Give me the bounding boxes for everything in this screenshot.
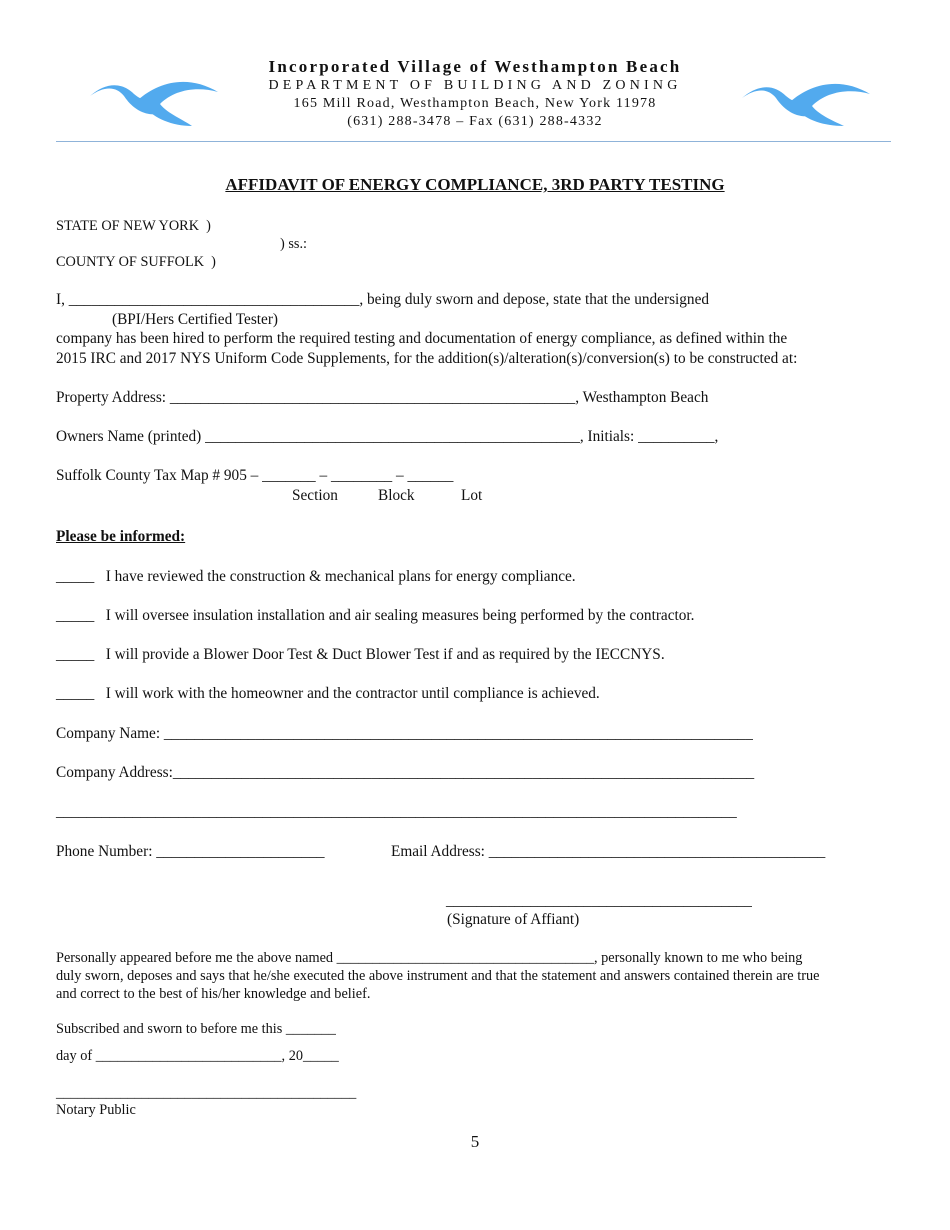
page-number: 5: [470, 1132, 480, 1151]
email-address-field[interactable]: Email Address: ____________________________________________: [391, 843, 826, 860]
phone-number-field[interactable]: Phone Number: ______________________: [56, 843, 325, 860]
header-dept: DEPARTMENT OF BUILDING AND ZONING: [268, 78, 682, 93]
notary-signature-line[interactable]: __________________________________________: [56, 1085, 357, 1101]
signature-line[interactable]: ________________________________________: [446, 892, 752, 909]
venue-county: COUNTY OF SUFFOLK ): [56, 254, 216, 270]
sworn-day-field[interactable]: day of __________________________, 20_____: [56, 1048, 339, 1064]
sworn-date-field[interactable]: Subscribed and sworn to before me this _______: [56, 1021, 336, 1037]
intro-line-2: company has been hired to perform the required testing and documentation of energy compliance, as defined within the: [56, 330, 788, 347]
informed-item[interactable]: _____ I have reviewed the construction & mechanical plans for energy compliance.: [56, 568, 576, 585]
page-title: AFFIDAVIT OF ENERGY COMPLIANCE, 3RD PARTY TESTING: [225, 175, 725, 194]
notary-line-1: Personally appeared before me the above named ____________________________________, personally known to me who being: [56, 950, 803, 966]
company-address-field[interactable]: Company Address:____________________________________________________________________________: [56, 764, 755, 781]
signature-label: (Signature of Affiant): [447, 911, 580, 928]
venue-state: STATE OF NEW YORK ): [56, 218, 211, 234]
company-address-line-2[interactable]: _________________________________________________________________________________________: [56, 803, 737, 820]
header-phone: (631) 288-3478 – Fax (631) 288-4332: [347, 114, 603, 129]
tax-section-label: Section: [292, 487, 338, 504]
intro-line-1: I, ______________________________________, being duly sworn and depose, state that the undersigned: [56, 291, 710, 308]
informed-heading: Please be informed:: [56, 528, 186, 545]
notary-label: Notary Public: [56, 1102, 136, 1118]
header-address: 165 Mill Road, Westhampton Beach, New York 11978: [293, 96, 657, 111]
notary-line-3: and correct to the best of his/her knowledge and belief.: [56, 986, 371, 1002]
intro-sublabel: (BPI/Hers Certified Tester): [112, 311, 279, 328]
header-org: Incorporated Village of Westhampton Beach: [268, 57, 682, 76]
informed-item[interactable]: _____ I will provide a Blower Door Test & Duct Blower Test if and as required by the IECCNYS.: [56, 646, 665, 663]
company-name-field[interactable]: Company Name: _____________________________________________________________________________: [56, 725, 753, 742]
property-address-field[interactable]: Property Address: _____________________________________________________, Westhampton Beach: [56, 389, 709, 406]
informed-item[interactable]: _____ I will work with the homeowner and the contractor until compliance is achieved.: [56, 685, 600, 702]
tax-map-field[interactable]: Suffolk County Tax Map # 905 – _______ – ________ – ______: [56, 467, 454, 484]
notary-line-2: duly sworn, deposes and says that he/she executed the above instrument and that the statement and answers contained therein are true: [56, 968, 820, 984]
intro-line-3: 2015 IRC and 2017 NYS Uniform Code Supplements, for the addition(s)/alteration(s)/conversion(s) to be constructed at:: [56, 350, 798, 367]
tax-lot-label: Lot: [461, 487, 483, 504]
owners-name-field[interactable]: Owners Name (printed) _________________________________________________, Initials: __________,: [56, 428, 719, 445]
venue-ss: ) ss.:: [280, 236, 308, 252]
informed-item[interactable]: _____ I will oversee insulation installation and air sealing measures being performed by the contractor.: [56, 607, 695, 624]
tax-block-label: Block: [378, 487, 415, 504]
header-divider: [56, 141, 891, 142]
